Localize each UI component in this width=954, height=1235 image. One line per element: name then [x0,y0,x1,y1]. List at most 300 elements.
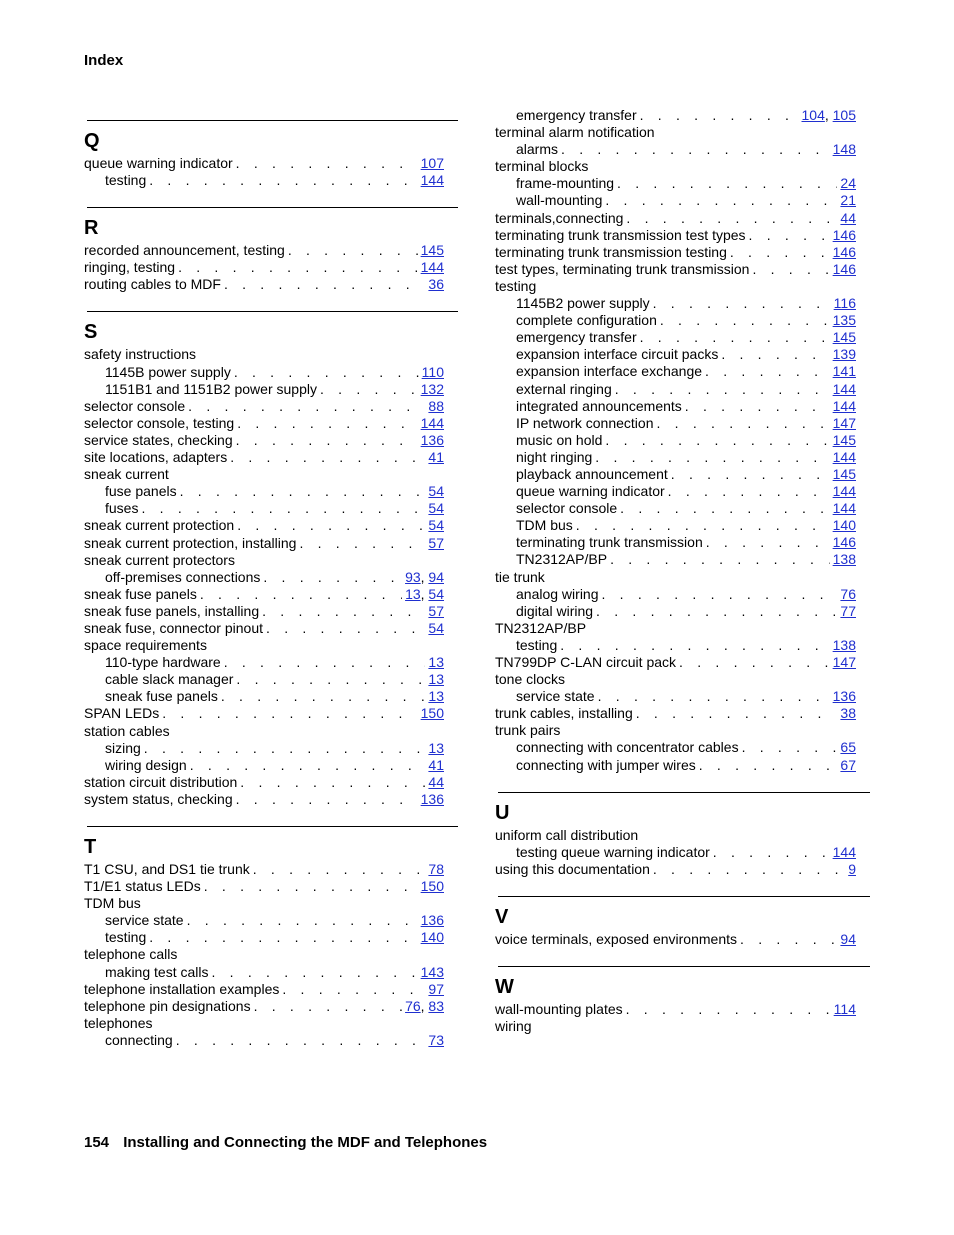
dot-leader [605,432,829,449]
dot-leader [299,535,425,552]
dot-leader [254,998,402,1015]
page-references [833,363,856,380]
dot-leader [190,757,426,774]
page-link[interactable]: 136 [420,431,444,448]
dot-leader [660,312,830,329]
page-link[interactable]: 147 [832,654,856,670]
dot-leader [740,931,837,948]
page-references [833,449,856,466]
page-link[interactable]: 148 [832,141,856,158]
dot-leader [221,688,426,705]
page-link[interactable]: 94 [428,568,444,585]
entry-term: T1/E1 status LEDs [84,878,201,895]
entry-term: TN2312AP/BP [495,619,587,636]
entry-term: expansion interface circuit packs [516,346,719,363]
section-rule [87,311,458,312]
dot-leader [224,276,425,293]
dot-leader [699,757,838,774]
entry-term: sizing [105,739,141,756]
entry-term: telephones [84,1014,153,1031]
entry-term: queue warning indicator [516,483,665,500]
entry-term: 1145B power supply [105,363,231,380]
index-entry [495,931,856,948]
dot-leader [561,141,830,158]
entry-term: testing queue warning indicator [516,843,710,860]
page-link[interactable]: 114 [833,1001,856,1018]
entry-term: 110-type hardware [105,654,221,671]
page-link[interactable]: 65 [840,739,856,756]
page-references [840,603,856,620]
running-footer [84,1134,487,1151]
index-entry [495,261,856,278]
entry-term: space requirements [84,637,207,654]
dot-leader [640,107,799,124]
index-subentry [84,740,444,757]
entry-term: TDM bus [516,517,573,534]
page-link[interactable]: 13 [428,671,444,688]
index-subentry [84,912,444,929]
section-letter: S [84,321,98,344]
dot-leader [657,415,830,432]
page-references [833,500,856,517]
page-references [840,586,856,603]
entry-term: wiring [495,1018,532,1035]
page-references [428,535,444,552]
page-link[interactable]: 139 [832,346,856,363]
page-link[interactable]: 144 [420,259,444,276]
dot-leader [187,912,418,929]
page-link[interactable]: 132 [420,380,444,397]
page-link[interactable]: 150 [420,878,444,895]
dot-leader [749,227,830,244]
page-references [840,705,856,722]
entry-term: terminals,connecting [495,209,624,226]
page-link[interactable]: 97 [428,980,444,997]
page-references [421,878,444,895]
index-subentry [495,432,856,449]
index-subentry [495,346,856,363]
index-entry [495,569,856,586]
page-references [833,244,856,261]
entry-term: T1 CSU, and DS1 tie trunk [84,861,250,877]
section-rule [498,966,870,967]
index-section-u [495,792,856,878]
index-section-r [84,207,444,293]
page-references [848,861,856,878]
page-link[interactable]: 145 [420,242,444,259]
page-link[interactable]: 135 [832,312,856,329]
index-subentry [495,517,856,534]
dot-leader [605,192,837,209]
page-link[interactable]: 57 [428,534,444,551]
index-entry [84,449,444,466]
dot-leader [188,398,425,415]
entry-term: station circuit distribution [84,773,238,790]
entry-term: analog wiring [516,585,599,602]
index-subentry [495,688,856,705]
entry-term: testing [516,636,558,653]
index-entry [495,827,856,844]
page-references [834,1001,856,1018]
index-entry [84,637,444,654]
index-section-s [84,311,444,808]
page-references [421,912,444,929]
dot-leader [236,432,418,449]
entry-term: queue warning indicator [84,155,233,171]
dot-leader [679,654,830,671]
page-link[interactable]: 24 [840,175,856,192]
index-section-q [84,120,444,189]
page-references [833,654,856,671]
page-link[interactable]: 136 [832,688,856,705]
entry-term: IP network connection [516,414,654,431]
section-rule [498,896,870,897]
entry-term: complete configuration [516,312,657,329]
dot-leader [671,466,830,483]
page-references: 76, 83 [405,997,444,1014]
index-entry [84,259,444,276]
dot-leader [230,449,425,466]
page-link[interactable]: 54 [428,585,444,602]
page-link[interactable]: 143 [420,963,444,980]
page-link[interactable]: 77 [840,602,856,619]
index-subentry [495,449,856,466]
entry-term: station cables [84,722,170,739]
page-references [421,791,444,808]
page-link[interactable]: 54 [428,619,444,636]
index-subentry [495,551,856,568]
entry-term: service state [105,912,184,929]
page-link[interactable]: 13 [428,688,444,705]
page-references [428,517,444,534]
index-subentry [495,757,856,774]
page-link[interactable]: 36 [428,276,444,293]
page-link[interactable]: 67 [840,756,856,773]
index-subentry [495,637,856,654]
entry-term: frame-mounting [516,175,615,192]
index-entry [84,603,444,620]
dot-leader [236,791,418,808]
page-references [833,329,856,346]
entry-term: sneak current protection, installing [84,534,297,551]
page-link[interactable]: 13 [405,585,421,602]
index-entry [495,722,856,739]
index-subentry [495,175,856,192]
page-link[interactable]: 144 [832,397,856,414]
page-link[interactable]: 140 [832,517,856,534]
dot-leader [262,603,425,620]
index-entry [495,1001,856,1018]
section-letter: T [84,836,97,858]
section-rule [87,826,458,827]
dot-leader [162,705,417,722]
entry-term: telephone installation examples [84,980,280,997]
entry-term: terminal alarm notification [495,124,655,141]
index-subentry [84,757,444,774]
page-link[interactable]: 73 [428,1031,444,1048]
page-references [428,861,444,878]
page-references [421,242,444,259]
page-references [833,141,856,158]
index-entry [84,398,444,415]
entry-term: sneak fuse panels, installing [84,602,260,619]
page-link[interactable]: 145 [832,431,856,448]
page-link[interactable]: 138 [832,636,856,653]
dot-leader [742,739,838,756]
section-letter: V [495,905,509,928]
entry-term: wall-mounting plates [495,1001,623,1018]
dot-leader [706,534,830,551]
dot-leader [211,964,417,981]
page-link[interactable]: 144 [832,448,856,465]
dot-leader [236,155,418,172]
index-entry [495,861,856,878]
index-entry [84,723,444,740]
page-references [833,551,856,568]
index-subentry [495,603,856,620]
entry-term: sneak fuse panels [105,688,218,705]
index-subentry [84,569,444,586]
index-entry [495,278,856,295]
page-link[interactable]: 147 [832,414,856,431]
dot-leader [596,603,837,620]
page-link[interactable]: 146 [832,534,856,551]
page-link[interactable]: 110 [421,363,444,380]
page-link[interactable]: 144 [832,483,856,500]
page-link[interactable]: 136 [420,912,444,929]
section-letter: Q [84,130,100,152]
page-link[interactable]: 146 [832,226,856,243]
entry-term: TN2312AP/BP [516,551,608,568]
dot-leader [253,861,426,878]
page-link[interactable]: 107 [420,155,444,171]
page-link[interactable]: 145 [832,465,856,482]
index-subentry [495,192,856,209]
page-link[interactable]: 38 [840,705,856,722]
page-references [833,637,856,654]
index-entry [84,774,444,791]
dot-leader [705,363,830,380]
index-subentry [495,381,856,398]
dot-leader [668,483,830,500]
index-subentry [495,844,856,861]
index-subentry [495,500,856,517]
page-link[interactable]: 146 [832,260,856,277]
page-link[interactable]: 150 [420,705,444,722]
page-references [833,227,856,244]
page-link[interactable]: 94 [840,930,856,947]
index-subentry [84,364,444,381]
entry-term: tie trunk [495,568,545,585]
page-link[interactable]: 54 [428,517,444,534]
page-link[interactable]: 144 [420,414,444,431]
index-subentry [495,466,856,483]
dot-leader [234,364,419,381]
index-entry [84,946,444,963]
section-letter: R [84,217,99,240]
page-references [833,534,856,551]
index-entry [495,244,856,261]
dot-leader [685,398,830,415]
entry-term: selector console, testing [84,414,235,431]
page-link[interactable]: 9 [848,860,856,877]
page-link[interactable]: 13 [428,739,444,756]
page-references [421,172,444,189]
page-link[interactable]: 144 [420,172,444,189]
page-link[interactable]: 54 [428,500,444,517]
index-column-left [84,120,444,1067]
index-subentry [495,534,856,551]
entry-term: telephone pin designations [84,997,251,1014]
dot-leader [141,500,425,517]
index-entry [84,415,444,432]
index-entry [495,654,856,671]
page-link[interactable]: 54 [428,483,444,500]
dot-leader [730,244,830,261]
page-references [421,415,444,432]
index-subentry [495,415,856,432]
dot-leader [236,671,425,688]
page-references [428,603,444,620]
dot-leader [176,1032,426,1049]
index-subentry [84,381,444,398]
page-link[interactable]: 13 [428,654,444,671]
index-entry [84,432,444,449]
page-link[interactable]: 83 [428,997,444,1014]
entry-term: alarms [516,141,559,158]
continued-entries [495,107,856,774]
entry-term: testing [105,172,147,189]
entry-term: music on hold [516,431,603,448]
index-entry [495,210,856,227]
entry-term: service state [516,688,595,705]
dot-leader [149,929,417,946]
page-references [833,398,856,415]
dot-leader [266,620,425,637]
dot-leader [752,261,829,278]
page-references [833,346,856,363]
page-link[interactable]: 44 [428,773,444,790]
entry-term: 1145B2 power supply [516,295,650,312]
page-references [840,210,856,227]
page-link[interactable]: 76 [840,585,856,602]
dot-leader [282,981,425,998]
index-entry [84,346,444,363]
index-subentry [495,141,856,158]
page-link[interactable]: 144 [832,500,856,517]
page-references [428,740,444,757]
page-references [840,757,856,774]
entry-term: sneak current [84,466,169,483]
dot-leader [200,586,402,603]
page-references [840,931,856,948]
entry-term: wiring design [105,756,187,773]
page-link[interactable]: 78 [428,861,444,877]
entry-term: site locations, adapters [84,449,228,466]
page-link[interactable]: 144 [832,380,856,397]
index-entry [495,620,856,637]
index-entry [84,242,444,259]
index-subentry [84,688,444,705]
page-link[interactable]: 145 [832,329,856,346]
index-subentry [84,500,444,517]
page-link[interactable]: 57 [428,602,444,619]
page-link[interactable]: 93 [405,568,421,585]
page-link[interactable]: 136 [420,790,444,807]
page-link[interactable]: 21 [840,192,856,209]
page-link[interactable]: 104 [801,107,825,123]
entry-term: safety instructions [84,346,197,363]
page-references [428,1032,444,1049]
entry-term: recorded announcement, testing [84,242,285,259]
page-references [833,381,856,398]
page-link[interactable]: 140 [420,929,444,946]
page-link[interactable]: 41 [428,449,444,466]
page-link[interactable]: 141 [832,363,856,380]
page-references [428,449,444,466]
dot-leader [263,569,402,586]
page-link[interactable]: 76 [405,997,421,1014]
dot-leader [626,210,837,227]
entry-term: sneak fuse, connector pinout [84,619,264,636]
entry-term: terminating trunk transmission [516,534,703,551]
entry-term: emergency transfer [516,107,637,123]
dot-leader [237,517,425,534]
index-column-right [495,107,856,1053]
dot-leader [149,172,417,189]
page-link[interactable]: 88 [428,397,444,414]
index-subentry [495,107,856,124]
page-link[interactable]: 44 [840,209,856,226]
section-rule [87,207,458,208]
page-link[interactable]: 105 [832,107,856,123]
index-subentry [84,929,444,946]
index-entry [84,552,444,569]
page-references: 104, 105 [801,107,856,123]
page-references [428,276,444,293]
dot-leader [721,346,829,363]
dot-leader [636,705,838,722]
dot-leader [615,381,830,398]
page-references [421,259,444,276]
page-references [428,620,444,637]
page-link[interactable]: 116 [833,295,856,312]
page-references [422,364,444,381]
page-references [833,432,856,449]
page-references [840,739,856,756]
page-references [833,688,856,705]
page-link[interactable]: 138 [832,551,856,568]
dot-leader [178,259,418,276]
page-references [428,688,444,705]
index-subentry [495,329,856,346]
page-references: 13, 54 [405,585,444,602]
page-link[interactable]: 144 [832,843,856,860]
page-references [428,774,444,791]
page-references [428,483,444,500]
index-subentry [495,586,856,603]
page-link[interactable]: 146 [832,243,856,260]
page-link[interactable]: 41 [428,756,444,773]
index-entry [84,981,444,998]
dot-leader [610,551,830,568]
index-section-v [495,896,856,948]
entry-term: 1151B1 and 1151B2 power supply [105,380,317,397]
entry-term: trunk cables, installing [495,705,633,722]
index-entry [84,705,444,722]
page-references [428,500,444,517]
index-entry [84,1015,444,1032]
